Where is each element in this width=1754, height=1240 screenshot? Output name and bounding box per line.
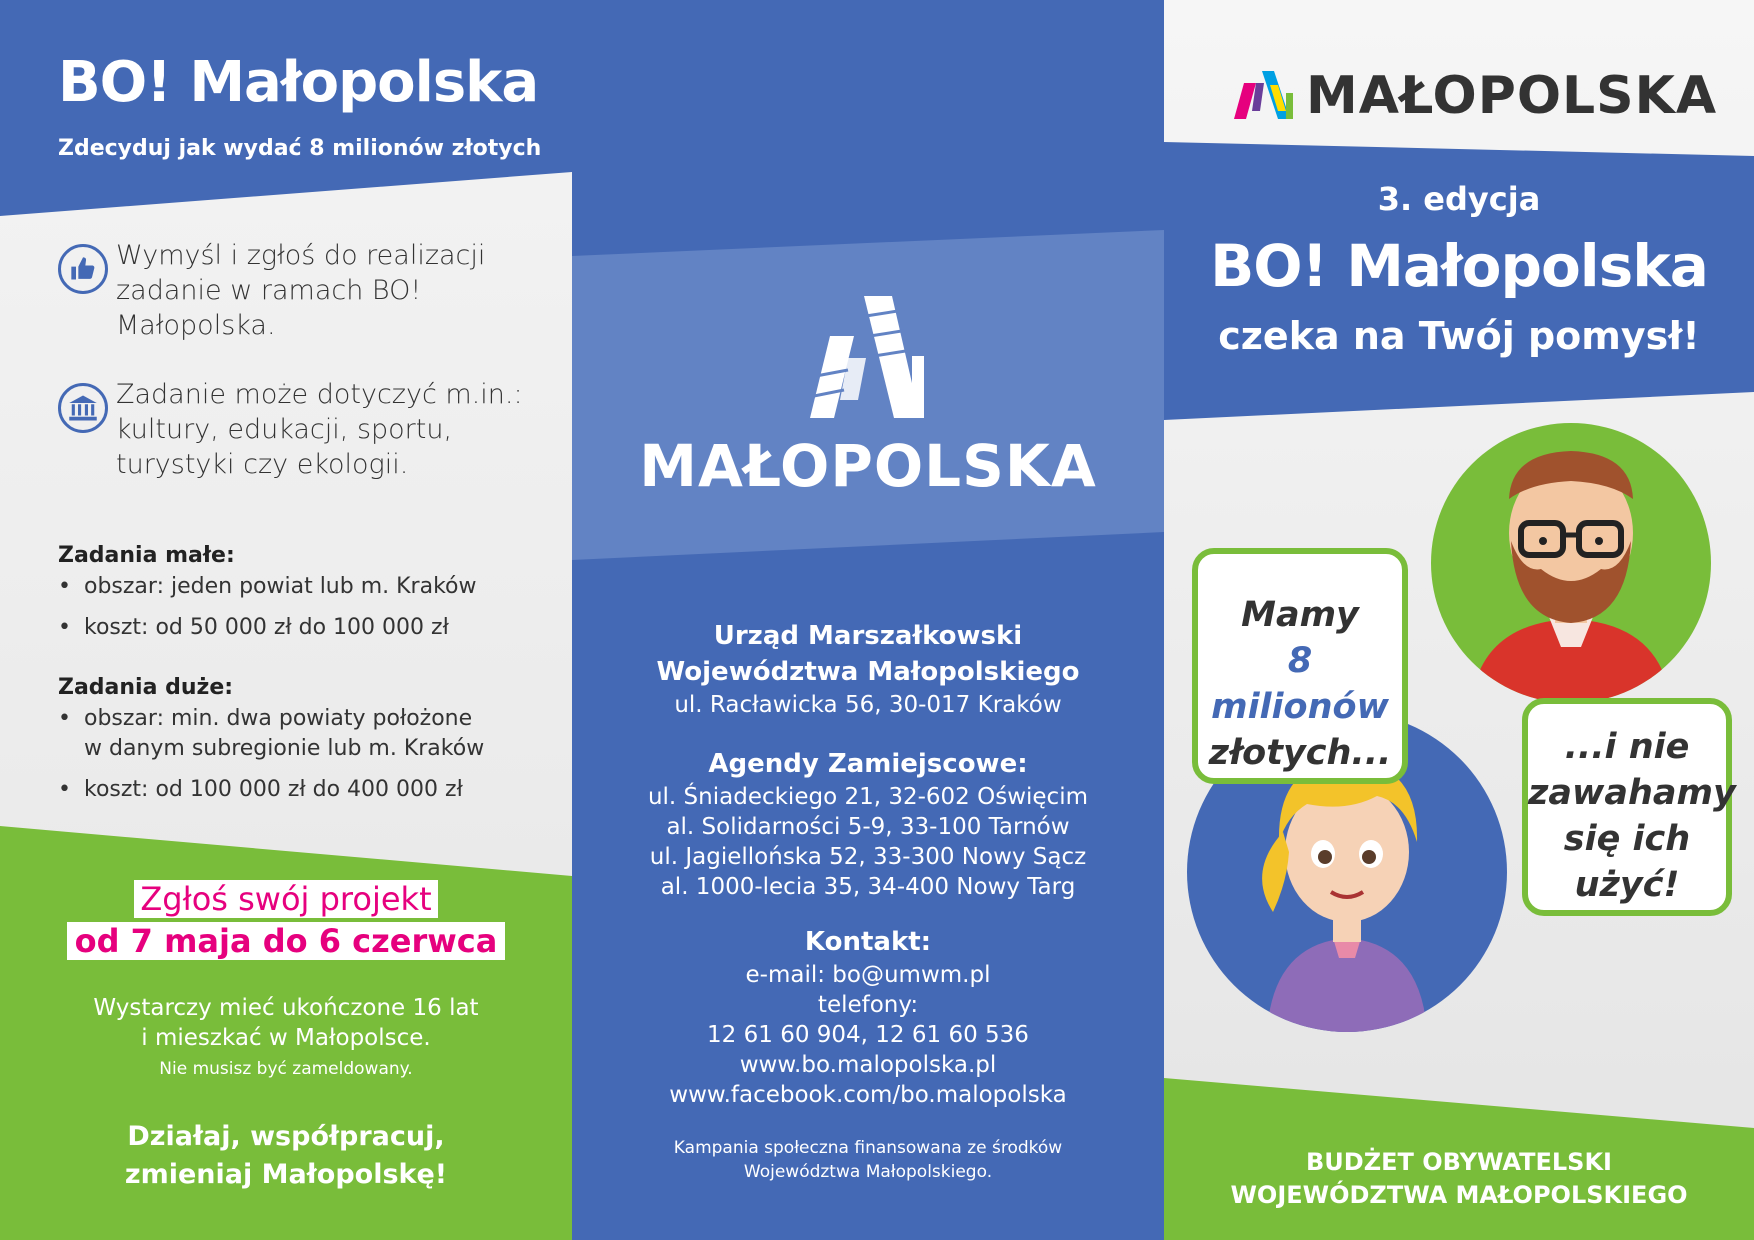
agency-address: al. 1000-lecia 35, 34-400 Nowy Targ bbox=[660, 874, 1076, 900]
agencies-heading: Agendy Zamiejscowe: bbox=[708, 749, 1028, 779]
contact-heading: Kontakt: bbox=[804, 927, 932, 957]
bullet-icon: • bbox=[58, 777, 71, 802]
bullet-icon: • bbox=[58, 574, 71, 599]
bullet-icon: • bbox=[58, 615, 71, 640]
contact-block bbox=[572, 924, 1164, 1110]
office-name: Województwa Małopolskiego bbox=[656, 657, 1080, 687]
slogan-line: zmieniaj Małopolskę! bbox=[124, 1159, 448, 1190]
contact-phones-label: telefony: bbox=[817, 992, 919, 1018]
left-panel bbox=[0, 0, 572, 1240]
feature-topics-line: turystyki czy ekologii. bbox=[116, 449, 409, 480]
brand-logo bbox=[1234, 66, 1717, 126]
small-tasks-item-text: obszar: jeden powiat lub m. Kraków bbox=[84, 574, 477, 599]
large-tasks-item bbox=[58, 775, 558, 805]
large-tasks-item bbox=[58, 704, 558, 764]
small-tasks-item bbox=[58, 613, 558, 643]
eligibility-note: Nie musisz być zameldowany. bbox=[159, 1059, 413, 1079]
slogan-line: Działaj, współpracuj, bbox=[127, 1121, 445, 1152]
malopolska-m-logo-icon bbox=[808, 296, 928, 420]
right-title: BO! Małopolska bbox=[1210, 232, 1708, 300]
large-tasks-heading: Zadania duże: bbox=[58, 675, 234, 700]
middle-panel bbox=[572, 0, 1164, 1240]
bullet-icon: • bbox=[58, 706, 71, 731]
speech-bubble-woman bbox=[1192, 548, 1408, 784]
man-illustration bbox=[1431, 423, 1711, 703]
bubble-line: zawahamy bbox=[1528, 773, 1736, 813]
right-panel bbox=[1164, 0, 1754, 1240]
edition-label: 3. edycja bbox=[1377, 180, 1541, 218]
speech-bubble-man bbox=[1522, 698, 1736, 916]
right-subtitle: czeka na Twój pomysł! bbox=[1218, 314, 1700, 358]
cta-dates-text: od 7 maja do 6 czerwca bbox=[67, 922, 506, 960]
feature-topics bbox=[58, 377, 528, 482]
office-block bbox=[572, 618, 1164, 720]
bubble-line: użyć! bbox=[1574, 865, 1680, 905]
facebook-link[interactable]: www.facebook.com/bo.malopolska bbox=[669, 1082, 1067, 1108]
contact-email[interactable]: e-mail: bo@umwm.pl bbox=[745, 962, 991, 988]
small-tasks-item bbox=[58, 572, 558, 602]
agency-address: ul. Jagiellońska 52, 33-300 Nowy Sącz bbox=[649, 844, 1087, 870]
funding-note bbox=[572, 1136, 1164, 1184]
footer-line: BUDŻET OBYWATELSKI bbox=[1306, 1148, 1612, 1176]
feature-topics-line: kultury, edukacji, sportu, bbox=[116, 414, 453, 445]
contact-phones: 12 61 60 904, 12 61 60 536 bbox=[707, 1022, 1029, 1048]
middle-logo-text: MAŁOPOLSKA bbox=[639, 432, 1097, 500]
agency-address: ul. Śniadeckiego 21, 32-602 Oświęcim bbox=[647, 784, 1089, 810]
bubble-line: złotych... bbox=[1208, 733, 1392, 773]
eligibility-line: i mieszkać w Małopolsce. bbox=[141, 1025, 431, 1051]
malopolska-color-logo-icon bbox=[1234, 71, 1294, 121]
bubble-line: się ich bbox=[1563, 819, 1691, 859]
thumbs-up-icon bbox=[58, 244, 108, 294]
footer-line: WOJEWÓDZTWA MAŁOPOLSKIEGO bbox=[1230, 1181, 1688, 1209]
large-tasks-item-text: w danym subregionie lub m. Kraków bbox=[84, 736, 485, 761]
office-name: Urząd Marszałkowski bbox=[713, 621, 1023, 651]
feature-ideas-line: Wymyśl i zgłoś do realizacji bbox=[116, 240, 486, 271]
feature-ideas-line: zadanie w ramach BO! bbox=[116, 275, 422, 306]
large-tasks-item-text: obszar: min. dwa powiaty położone bbox=[84, 706, 473, 731]
eligibility-line: Wystarczy mieć ukończone 16 lat bbox=[93, 995, 479, 1021]
brand-text: MAŁOPOLSKA bbox=[1306, 66, 1718, 126]
cta-submit-text: Zgłoś swój projekt bbox=[134, 880, 437, 918]
large-tasks-item-text: koszt: od 100 000 zł do 400 000 zł bbox=[84, 777, 463, 802]
feature-ideas bbox=[58, 238, 528, 343]
office-address: ul. Racławicka 56, 30-017 Kraków bbox=[674, 692, 1062, 718]
funding-note-line: Województwa Małopolskiego. bbox=[743, 1162, 993, 1182]
slogan bbox=[0, 1118, 572, 1194]
funding-note-line: Kampania społeczna finansowana ze środków bbox=[673, 1138, 1063, 1158]
feature-topics-line: Zadanie może dotyczyć m.in.: bbox=[116, 379, 523, 410]
building-icon bbox=[58, 383, 108, 433]
website-link[interactable]: www.bo.malopolska.pl bbox=[739, 1052, 997, 1078]
agency-address: al. Solidarności 5-9, 33-100 Tarnów bbox=[666, 814, 1070, 840]
bubble-line: Mamy bbox=[1241, 595, 1359, 635]
cta-submit bbox=[0, 880, 572, 918]
cta-dates bbox=[0, 922, 572, 960]
left-subtitle: Zdecyduj jak wydać 8 milionów złotych bbox=[58, 136, 542, 161]
footer-budget bbox=[1164, 1146, 1754, 1212]
small-tasks-item-text: koszt: od 50 000 zł do 100 000 zł bbox=[84, 615, 449, 640]
left-title: BO! Małopolska bbox=[58, 50, 539, 115]
bubble-line: 8 milionów bbox=[1211, 641, 1389, 727]
bubble-line: ...i nie bbox=[1564, 727, 1690, 767]
agencies-block bbox=[572, 746, 1164, 902]
feature-ideas-line: Małopolska. bbox=[116, 310, 276, 341]
small-tasks-heading: Zadania małe: bbox=[58, 543, 235, 568]
